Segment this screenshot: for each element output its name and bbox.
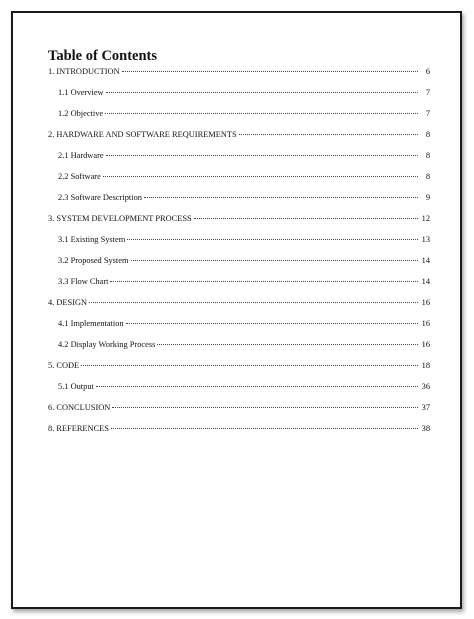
toc-entry-label: 3.3 Flow Chart <box>58 277 109 286</box>
toc-entry-label: 4. DESIGN <box>48 298 88 307</box>
toc-entry-label: 1.1 Overview <box>58 88 104 97</box>
toc-list <box>48 64 430 434</box>
toc-entry-page: 38 <box>421 424 430 433</box>
toc-entry-label: 2.3 Software Description <box>58 193 142 202</box>
toc-entry-label: 6. CONCLUSION <box>48 403 111 412</box>
toc-entry[interactable] <box>48 255 430 266</box>
toc-dot-leader <box>126 323 418 324</box>
toc-entry-page: 7 <box>425 109 430 118</box>
toc-entry-label: 3.1 Existing System <box>58 235 126 244</box>
toc-entry[interactable] <box>48 108 430 119</box>
toc-entry-page: 13 <box>421 235 430 244</box>
toc-entry-page: 12 <box>421 214 430 223</box>
toc-entry-page: 14 <box>421 277 430 286</box>
toc-entry[interactable] <box>48 360 430 371</box>
toc-entry-label: 5. CODE <box>48 361 80 370</box>
toc-entry[interactable] <box>48 66 430 77</box>
toc-entry-label: 2. HARDWARE AND SOFTWARE REQUIREMENTS <box>48 130 237 139</box>
toc-entry[interactable] <box>48 129 430 140</box>
toc-dot-leader <box>127 239 418 240</box>
toc-entry-label: 1.2 Objective <box>58 109 104 118</box>
toc-entry[interactable] <box>48 171 430 182</box>
toc-entry-page: 8 <box>425 151 430 160</box>
toc-entry-page: 14 <box>421 256 430 265</box>
toc-dot-leader <box>194 218 418 219</box>
toc-entry-page: 6 <box>425 67 430 76</box>
toc-entry-label: 2.1 Hardware <box>58 151 104 160</box>
toc-entry-label: 1. INTRODUCTION <box>48 67 120 76</box>
toc-entry[interactable] <box>48 423 430 434</box>
toc-entry-page: 7 <box>425 88 430 97</box>
toc-entry-label: 3.2 Proposed System <box>58 256 129 265</box>
toc-dot-leader <box>96 386 418 387</box>
toc-entry[interactable] <box>48 150 430 161</box>
toc-dot-leader <box>105 113 418 114</box>
toc-entry[interactable] <box>48 276 430 287</box>
toc-dot-leader <box>112 407 418 408</box>
toc-entry[interactable] <box>48 87 430 98</box>
toc-dot-leader <box>103 176 418 177</box>
toc-entry-page: 8 <box>425 130 430 139</box>
toc-entry-label: 5.1 Output <box>58 382 94 391</box>
toc-entry[interactable] <box>48 234 430 245</box>
toc-dot-leader <box>81 365 418 366</box>
toc-entry-page: 16 <box>421 319 430 328</box>
toc-entry[interactable] <box>48 381 430 392</box>
toc-entry-page: 16 <box>421 298 430 307</box>
toc-dot-leader <box>157 344 418 345</box>
toc-entry[interactable] <box>48 297 430 308</box>
toc-entry-label: 4.2 Display Working Process <box>58 340 156 349</box>
toc-entry[interactable] <box>48 213 430 224</box>
toc-entry-label: 4.1 Implementation <box>58 319 124 328</box>
toc-dot-leader <box>144 197 418 198</box>
toc-entry-page: 18 <box>421 361 430 370</box>
toc-dot-leader <box>131 260 419 261</box>
toc-dot-leader <box>122 71 418 72</box>
toc-entry[interactable] <box>48 192 430 203</box>
toc-entry-page: 8 <box>425 172 430 181</box>
toc-entry[interactable] <box>48 339 430 350</box>
toc-dot-leader <box>111 428 418 429</box>
toc-entry[interactable] <box>48 318 430 329</box>
toc-entry-label: 3. SYSTEM DEVELOPMENT PROCESS <box>48 214 192 223</box>
toc-entry-page: 37 <box>421 403 430 412</box>
toc-title: Table of Contents <box>48 48 158 64</box>
toc-dot-leader <box>110 281 418 282</box>
toc-entry-page: 36 <box>421 382 430 391</box>
toc-entry-label: 2.2 Software <box>58 172 101 181</box>
toc-entry[interactable] <box>48 402 430 413</box>
toc-entry-label: 8. REFERENCES <box>48 424 109 433</box>
toc-entry-page: 16 <box>421 340 430 349</box>
toc-entry-page: 9 <box>425 193 430 202</box>
toc-dot-leader <box>239 134 418 135</box>
toc-dot-leader <box>106 155 418 156</box>
toc-dot-leader <box>106 92 418 93</box>
toc-dot-leader <box>89 302 418 303</box>
